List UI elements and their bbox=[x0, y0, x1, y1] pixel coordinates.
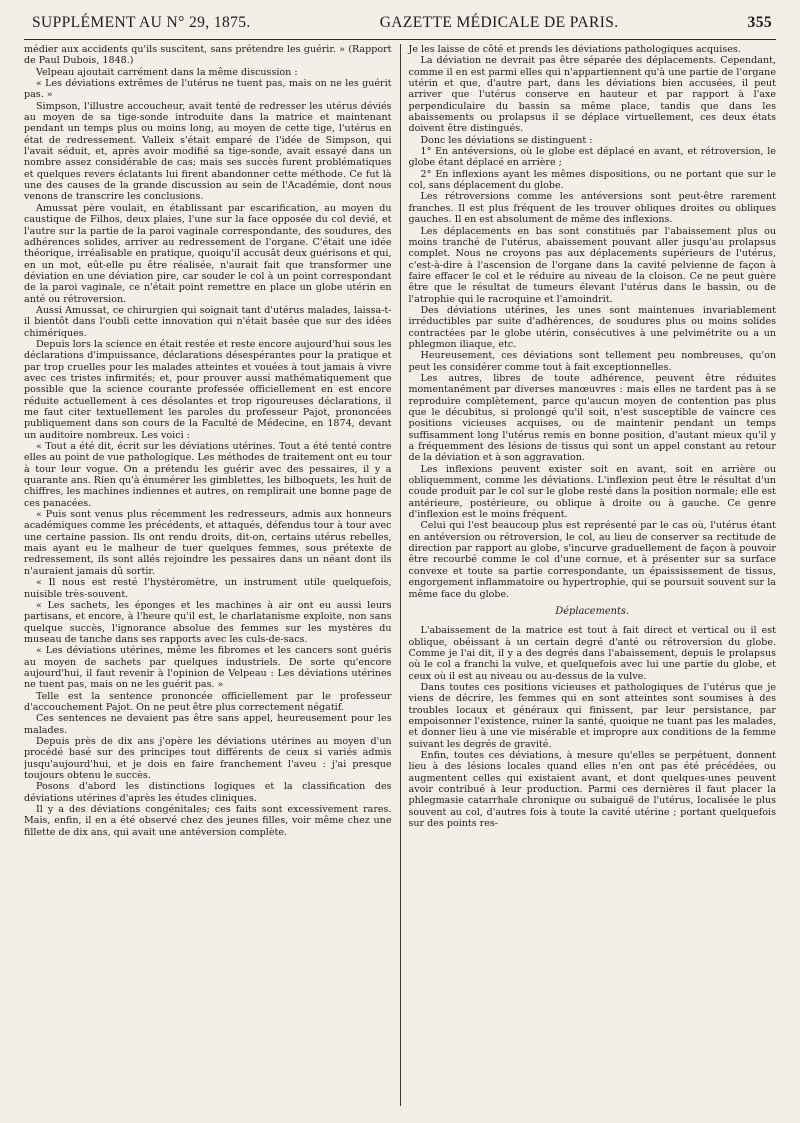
page-number: 355 bbox=[747, 14, 772, 31]
paragraph: Ces sentences ne devaient pas être sans appel, heureusement pour les malades. bbox=[24, 713, 392, 736]
paragraph: Dans toutes ces positions vicieuses et pathologiques de l'utérus que je viens de décrire, les femmes qui en sont atteintes sont soumises à des troubles locaux et généraux qui finissent, par leur persistance, par empoisonner l'existence, ruiner la santé, quoique ne tuant pas les malades, et donner lieu à une vie misérable et impropre aux conditions de la femme suivant les degrés de gravité. bbox=[408, 681, 776, 750]
paragraph: Celui qui l'est beaucoup plus est représenté par le cas où, l'utérus étant en antéversion ou rétroversion, le col, au lieu de conserver sa rectitude de direction par rapport au globe, s'incurve graduellement de façon à pouvoir être recourbé comme le col d'une cornue, et à présenter sur sa surface convexe et toute sa partie correspondante, un épaississement de tissus, engorgement inflammatoire ou hypertrophie, qui se poursuit souvent sur la même face du globe. bbox=[408, 520, 776, 600]
paragraph: Velpeau ajoutait carrément dans la même discussion : bbox=[36, 66, 298, 78]
paragraph: Les inflexions peuvent exister soit en avant, soit en arrière ou obliquemment, comme les déviations. L'inflexion peut être le résultat d'un coude produit par le col sur le globe resté dans la position normale; elle est antérieure, postérieure, ou oblique à droite ou à gauche. Ce genre d'inflexion est le moins fréquent. bbox=[408, 463, 776, 521]
paragraph: Des déviations utérines, les unes sont maintenues invariablement irréductibles par suite d'adhérences, de soudures plus ou moins solides contractées par le globe utérin, consécutives à une pelvimétrite ou a un phlegmon iliaque, etc. bbox=[408, 304, 776, 350]
paragraph: Posons d'abord les distinctions logiques et la classification des déviations utérines d'après les études cliniques. bbox=[24, 781, 392, 804]
left-column bbox=[24, 44, 400, 1106]
page-header bbox=[24, 14, 776, 40]
paragraph: Telle est la sentence prononcée officiellement par le professeur d'accouchement Pajot. On ne peut être plus correctement négatif. bbox=[24, 690, 392, 713]
paragraph: 1° En antéversions, où le globe est déplacé en avant, et rétroversion, le globe étant déplacé en arrière ; bbox=[408, 146, 776, 169]
paragraph: Enfin, toutes ces déviations, à mesure qu'elles se perpétuent, donnent lieu à des lésions locales quand elles n'en ont pas été précédées, ou augmentent celles qui existaient avant, et dont quelques-unes peuvent avoir contribué à leur production. Parmi ces dernières il faut placer la phlegmasie catarrhale chronique ou subaiguë de l'utérus, localisée le plus souvent au col, d'autres fois à toute la cavité utérine ; portant quelquefois sur des points res- bbox=[408, 749, 776, 830]
paragraph: « Les déviations extrêmes de l'utérus ne tuent pas, mais on ne les guérit pas. » bbox=[24, 78, 392, 101]
paragraph: « Tout a été dit, écrit sur les déviations utérines. Tout a été tenté contre elles au point de vue pathologique. Les méthodes de traitement ont eu tour à tour leur vogue. On a prétendu les guérir avec des pessaires, il y a quarante ans. Rien qu'à énumérer les gimblettes, les bilboquets, les huit de chiffres, les machines indiennes et autres, on remplirait une bonne page de ces panacées. bbox=[24, 441, 392, 509]
paragraph: médier aux accidents qu'ils suscitent, sans prétendre les guérir. » (Rapport de Paul Dubois, 1848.) bbox=[24, 44, 392, 67]
text-columns bbox=[24, 44, 776, 1106]
paragraph: Les autres, libres de toute adhérence, peuvent être réduites momentanément par diverses manœuvres : mais elles ne tardent pas à se reproduire complètement, parce qu'aucun moyen de contention pas plus que le décubitus, si prolongé qu'il soit, n'est susceptible de vaincre ces positions vicieuses acquises, ou de maintenir pendant un temps suffisamment long l'utérus remis en bonne position, d'autant mieux qu'il y a fréquemment des lésions de tissus qui sont un appel constant au retour de la déviation et à son aggravation. bbox=[408, 372, 776, 464]
paragraph: Aussi Amussat, ce chirurgien qui soignait tant d'utérus malades, laissa-t-il bientôt dans l'oubli cette innovation qui n'était basée que sur des idées chimériques. bbox=[24, 304, 392, 339]
section-heading: Déplacements. bbox=[555, 605, 630, 617]
paragraph: « Puis sont venus plus récemment les redresseurs, admis aux honneurs académiques comme les précédents, et attaqués, défendus tour à tour avec une certaine passion. Ils ont rendu droits, dit-on, certains utérus rebelles, mais ayant eu le malheur de tuer quelques femmes, sous prétexte de redressement, ils sont allés rejoindre les pessaires dans un néant dont ils n'auraient jamais dû sortir. bbox=[24, 509, 392, 577]
paragraph: Amussat père voulait, en établissant par escarification, au moyen du caustique de Filhos, deux plaies, l'une sur la face opposée du col devié, et l'autre sur la partie de la paroi vaginale correspondante, des soudures, des adhérences solides, arriver au redressement de l'organe. C'était une idée théorique, irréalisable en pratique, quoiqu'il accusât deux guérisons et qui, en un mot, eût-elle pu être réalisée, n'aurait fait que transformer une déviation en une déviation pire, car souder le col à un point correspondant de la paroi vaginale, ce n'était point remettre en place un globe utérin en anté ou rétroversion. bbox=[24, 202, 392, 305]
paragraph: Heureusement, ces déviations sont tellement peu nombreuses, qu'on peut les considérer comme tout à fait exceptionnelles. bbox=[408, 350, 776, 373]
right-column bbox=[401, 44, 777, 1106]
paragraph: L'abaissement de la matrice est tout à fait direct et vertical ou il est oblique, obéissant à un certain degré d'anté ou rétroversion du globe. Comme je l'ai dit, il y a des degrés dans l'abaissement, depuis le prolapsus où le col a franchi la vulve, et quelquefois avec lui une partie du globe, et ceux où il est au niveau ou au-dessus de la vulve. bbox=[408, 625, 776, 682]
paragraph: Simpson, l'illustre accoucheur, avait tenté de redresser les utérus déviés au moyen de sa tige-sonde introduite dans la matrice et maintenant pendant un temps plus ou moins long, au moyen de cette tige, l'utérus en état de redressement. Valleix s'était emparé de l'idée de Simpson, qui l'avait séduit, et, après avoir modifié sa tige-sonde, avait essayé dans un nombre assez considérable de cas; mais ses succès furent problématiques et quelques revers éclatants lui firent abandonner cette méthode. Ce fut là une des causes de la grande discussion au sein de l'Académie, dont nous venons de transcrire les conclusions. bbox=[24, 100, 392, 203]
paragraph: Les rétroversions comme les antéversions sont peut-être rarement franches. Il est plus fréquent de les trouver obliques droites ou obliques gauches. Il en est absolument de même des inflexions. bbox=[408, 191, 776, 226]
paragraph: Les déplacements en bas sont constitués par l'abaissement plus ou moins tranché de l'utérus, abaissement pouvant aller jusqu'au prolapsus complet. Nous ne croyons pas aux déplacements supérieurs de l'utérus, c'est-à-dire à l'ascension de l'organe dans la cavité pelvienne de façon à faire effacer le col et le réduire au niveau de la cloison. Ce ne peut guère être que le résultat de tumeurs élevant l'utérus dans le bassin, ou de l'atrophie qui le racroquine et l'amoindrit. bbox=[408, 225, 776, 305]
paragraph: « Il nous est resté l'hystéromètre, un instrument utile quelquefois, nuisible très-souvent. bbox=[24, 577, 392, 600]
paragraph: « Les déviations utérines, même les fibromes et les cancers sont guéris au moyen de sachets par quelques industriels. De sorte qu'encore aujourd'hui, il faut revenir à l'opinion de Velpeau : Les déviations utérines ne tuent pas, mais on ne les guérit pas. » bbox=[24, 645, 392, 691]
paragraph: Depuis lors la science en était restée et reste encore aujourd'hui sous les déclarations d'impuissance, déclarations désespérantes pour la pratique et par trop cruelles pour les malades atteintes et vouées à tout jamais à vivre avec ces tristes infirmités; et, pour prouver aussi mathématiquement que possible que la science courante professée officiellement en est encore réduite actuellement à ces désolantes et trop rigoureuses déclarations, il me faut citer textuellement les paroles du professeur Pajot, prononcées publiquement dans son cours de la Faculté de Médecine, en 1874, devant un auditoire nombreux. Les voici : bbox=[24, 338, 392, 441]
header-supplement: SUPPLÉMENT AU N° 29, 1875. bbox=[32, 14, 251, 31]
paragraph: Depuis près de dix ans j'opère les déviations utérines au moyen d'un procédé basé sur des principes tout différents de ceux si variés admis jusqu'aujourd'hui, et je dois en faire franchement l'aveu : j'ai presque toujours obtenu le succès. bbox=[24, 735, 392, 781]
paragraph: Je les laisse de côté et prends les déviations pathologiques acquises. bbox=[408, 44, 741, 55]
paragraph: 2° En inflexions ayant les mêmes dispositions, ou ne portant que sur le col, sans déplacement du globe. bbox=[408, 168, 776, 192]
header-journal-title: GAZETTE MÉDICALE DE PARIS. bbox=[379, 14, 619, 31]
paragraph: Donc les déviations se distinguent : bbox=[420, 134, 593, 146]
paragraph: La déviation ne devrait pas être séparée des déplacements. Cependant, comme il en est parmi elles qui n'appartiennent qu'à une partie de l'organe utérin et que, d'autre part, dans les déviations bien accusées, il peut arriver que l'utérus conserve en hauteur et par rapport à l'axe perpendiculaire du bassin sa même place, tandis que dans les abaissements ou prolapsus il se déplace virtuellement, ces deux états doivent être distingués. bbox=[408, 55, 776, 135]
paragraph: Il y a des déviations congénitales; ces faits sont excessivement rares. Mais, enfin, il en a été observé chez des jeunes filles, voir même chez une fillette de dix ans, qui avait une antéversion complète. bbox=[24, 804, 392, 838]
paragraph: « Les sachets, les éponges et les machines à air ont eu aussi leurs partisans, et encore, à l'heure qu'il est, le charlatanisme exploite, non sans quelque succès, l'ignorance absolue des femmes sur les mystères du museau de tanche dans ses rapports avec les culs-de-sacs. bbox=[24, 599, 392, 645]
